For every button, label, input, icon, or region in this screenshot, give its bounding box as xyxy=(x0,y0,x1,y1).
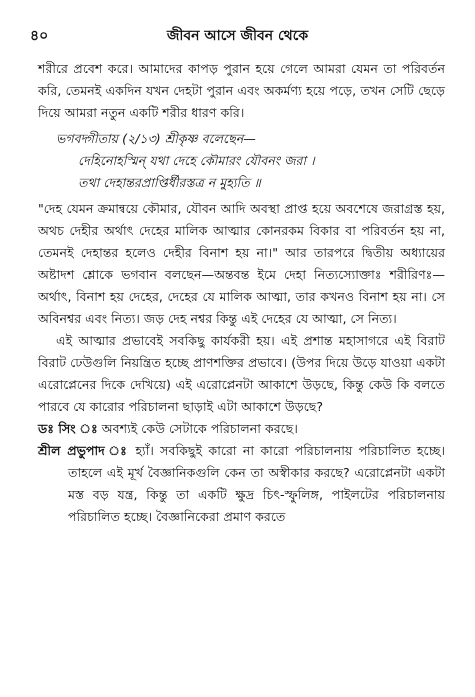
paragraph-3: এই আত্মার প্রভাবেই সবকিছু কার্যকরী হয়। এই প্রশান্ত মহাসাগরে এই বিরাট বিরাট ঢেউগুলি নিয়ন্ত্রিত হচ্ছে প্রাণশক্তির প্রভাবে। (উপর দিয়ে উড়ে যাওয়া একটা এরোপ্লেনের দিকে দেখিয়ে) এই এরোপ্লেনটা আকাশে উড়ছে, কিন্তু কেউ কি বলতে পারবে যে কারোর পরিচালনা ছাড়াই এটা আকাশে উড়ছে? xyxy=(38,333,445,414)
running-title: জীবন আসে জীবন থেকে xyxy=(166,28,309,44)
paragraph-2: "দেহ যেমন ক্রমান্বয়ে কৌমার, যৌবন আদি অবস্থা প্রাপ্ত হয়ে অবশেষে জরাগ্রস্ত হয়, অথচ দেহীর অর্থাৎ দেহের মালিক আত্মার কোনরকম বিকার বা পরিবর্তন হয় না, তেমনই দেহান্তর হলেও দেহীর বিনাশ হয় না।" আর তারপরে দ্বিতীয় অধ্যায়ের অষ্টাদশ শ্লোকে ভগবান বলছেন—অন্তবন্ত ইমে দেহা নিত্যস্যোক্তাঃ শরীরিণঃ—অর্থাৎ, বিনাশ হয় দেহের, দেহের যে মালিক আত্মা, তার কখনও বিনাশ হয় না। সে অবিনশ্বর এবং নিত্য। জড় দেহ নশ্বর কিন্তু এই দেহের যে আত্মা, সে নিত্য। xyxy=(38,201,445,326)
paragraph-1: শরীরে প্রবেশ করে। আমাদের কাপড় পুরান হয়ে গেলে আমরা যেমন তা পরিবর্তন করি, তেমনই একদিন যখন দেহটা পুরান এবং অকর্মণ্য হয়ে পড়ে, তখন সেটি ছেড়ে দিয়ে আমরা নতুন একটি শরীর ধারণ করি। xyxy=(38,61,445,120)
speaker-prabhupada: শ্রীল প্রভুপাদ ঃ xyxy=(38,443,130,458)
speaker-dr-singh: ডঃ সিং ঃ xyxy=(38,421,98,436)
page-body xyxy=(38,58,445,528)
speech-prabhupada: হ্যাঁ। সবকিছুই কারো না কারো পরিচালনায় পরিচালিত হচ্ছে। তাহলে এই মূর্খ বৈজ্ঞানিকগুলি কেন তা অস্বীকার করছে? এরোপ্লেনটা একটা মস্ত বড় যন্ত্র, কিন্তু তা একটি ক্ষুদ্র চিৎ-স্ফুলিঙ্গ, পাইলটের পরিচালনায় পরিচালিত হচ্ছে। বৈজ্ঞানিকেরা প্রমাণ করতে xyxy=(68,443,445,524)
gita-reference: ভগবদ্গীতায় (২/১৩) শ্রীকৃষ্ণ বলেছেন— xyxy=(56,131,256,146)
speech-dr-singh: অবশ্যই কেউ সেটাকে পরিচালনা করছে। xyxy=(101,421,298,436)
page-header xyxy=(30,26,445,46)
page-number: ৪০ xyxy=(30,28,49,44)
verse-line-2: তথা দেহান্তরপ্রাপ্তির্ধীরস্তত্র ন মুহ্যতি ॥ xyxy=(78,175,261,190)
verse-line-1: দেহিনোহস্মিন্ যথা দেহে কৌমারং যৌবনং জরা । xyxy=(78,153,315,168)
dialogue-prabhupada xyxy=(38,440,445,528)
dialogue-dr-singh xyxy=(38,418,445,440)
